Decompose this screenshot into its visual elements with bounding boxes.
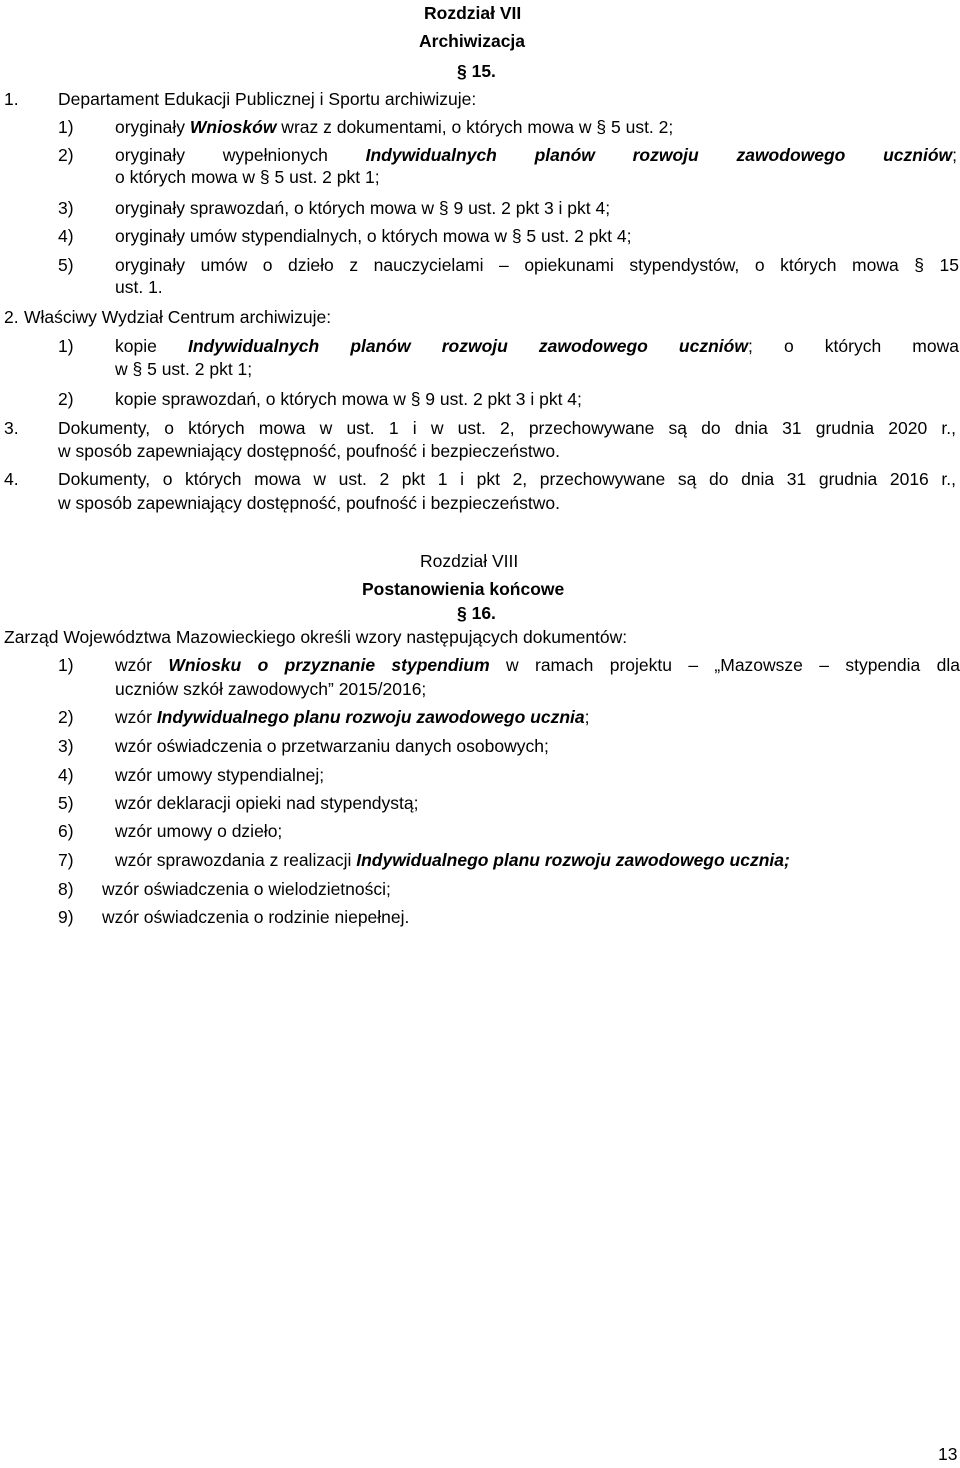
list-number: 3. <box>4 418 19 438</box>
list-item-text: Właściwy Wydział Centrum archiwizuje: <box>24 307 332 327</box>
page-number: 13 <box>938 1444 958 1464</box>
sublist-number: 3) <box>58 198 74 218</box>
chapter-subtitle: Postanowienia końcowe <box>362 579 565 599</box>
sublist-item-text: wzór umowy o dzieło; <box>115 821 283 841</box>
paragraph-number: § 16. <box>457 603 496 623</box>
list-number: 1. <box>4 89 19 109</box>
list-item-text: Dokumenty, o których mowa w ust. 1 i w ust. 2, przechowywane są do dnia 31 grudnia 2020 r., <box>58 418 956 438</box>
sublist-number: 1) <box>58 336 74 356</box>
sublist-number: 5) <box>58 255 74 275</box>
sublist-item-continuation: ust. 1. <box>115 277 163 297</box>
sublist-item-text: wzór umowy stypendialnej; <box>115 765 325 785</box>
sublist-item-text: oryginały wypełnionych Indywidualnych planów rozwoju zawodowego uczniów; <box>115 145 957 165</box>
list-item-text: Dokumenty, o których mowa w ust. 2 pkt 1 i pkt 2, przechowywane są do dnia 31 grudnia 2016 r., <box>58 469 956 489</box>
sublist-number: 8) <box>58 879 74 899</box>
sublist-item-text: oryginały Wniosków wraz z dokumentami, o których mowa w § 5 ust. 2; <box>115 117 674 137</box>
sublist-item-text: wzór deklaracji opieki nad stypendystą; <box>115 793 419 813</box>
chapter-title: Rozdział VII <box>424 3 522 23</box>
sublist-number: 4) <box>58 765 74 785</box>
sublist-item-text: kopie Indywidualnych planów rozwoju zawodowego uczniów; o których mowa <box>115 336 959 356</box>
sublist-number: 6) <box>58 821 74 841</box>
chapter-subtitle: Archiwizacja <box>419 31 526 51</box>
sublist-item-text: wzór Indywidualnego planu rozwoju zawodowego ucznia; <box>115 707 590 727</box>
paragraph-intro: Zarząd Województwa Mazowieckiego określi wzory następujących dokumentów: <box>4 627 628 647</box>
sublist-item-text: wzór oświadczenia o wielodzietności; <box>102 879 391 899</box>
paragraph-number: § 15. <box>457 61 496 81</box>
sublist-number: 7) <box>58 850 74 870</box>
chapter-title: Rozdział VIII <box>420 551 519 571</box>
sublist-number: 2) <box>58 145 74 165</box>
sublist-number: 9) <box>58 907 74 927</box>
sublist-number: 3) <box>58 736 74 756</box>
sublist-number: 5) <box>58 793 74 813</box>
sublist-item-continuation: w § 5 ust. 2 pkt 1; <box>115 359 253 379</box>
list-item-text: Departament Edukacji Publicznej i Sportu archiwizuje: <box>58 89 477 109</box>
sublist-item-continuation: uczniów szkół zawodowych” 2015/2016; <box>115 679 427 699</box>
sublist-item-text: wzór sprawozdania z realizacji Indywidualnego planu rozwoju zawodowego ucznia; <box>115 850 790 870</box>
sublist-item-text: oryginały umów o dzieło z nauczycielami – opiekunami stypendystów, o których mowa § 15 <box>115 255 959 275</box>
list-item-continuation: w sposób zapewniający dostępność, poufność i bezpieczeństwo. <box>58 493 560 513</box>
list-item-continuation: w sposób zapewniający dostępność, poufność i bezpieczeństwo. <box>58 441 560 461</box>
sublist-item-text: wzór oświadczenia o przetwarzaniu danych osobowych; <box>115 736 549 756</box>
sublist-item-text: wzór Wniosku o przyznanie stypendium w ramach projektu – „Mazowsze – stypendia dla <box>115 655 960 675</box>
sublist-number: 1) <box>58 117 74 137</box>
sublist-number: 4) <box>58 226 74 246</box>
list-number: 4. <box>4 469 19 489</box>
sublist-item-text: oryginały umów stypendialnych, o których mowa w § 5 ust. 2 pkt 4; <box>115 226 632 246</box>
sublist-item-text: wzór oświadczenia o rodzinie niepełnej. <box>102 907 410 927</box>
sublist-number: 1) <box>58 655 74 675</box>
sublist-item-text: oryginały sprawozdań, o których mowa w § 9 ust. 2 pkt 3 i pkt 4; <box>115 198 611 218</box>
sublist-number: 2) <box>58 707 74 727</box>
list-number: 2. <box>4 307 19 327</box>
sublist-number: 2) <box>58 389 74 409</box>
sublist-item-continuation: o których mowa w § 5 ust. 2 pkt 1; <box>115 167 380 187</box>
sublist-item-text: kopie sprawozdań, o których mowa w § 9 ust. 2 pkt 3 i pkt 4; <box>115 389 582 409</box>
